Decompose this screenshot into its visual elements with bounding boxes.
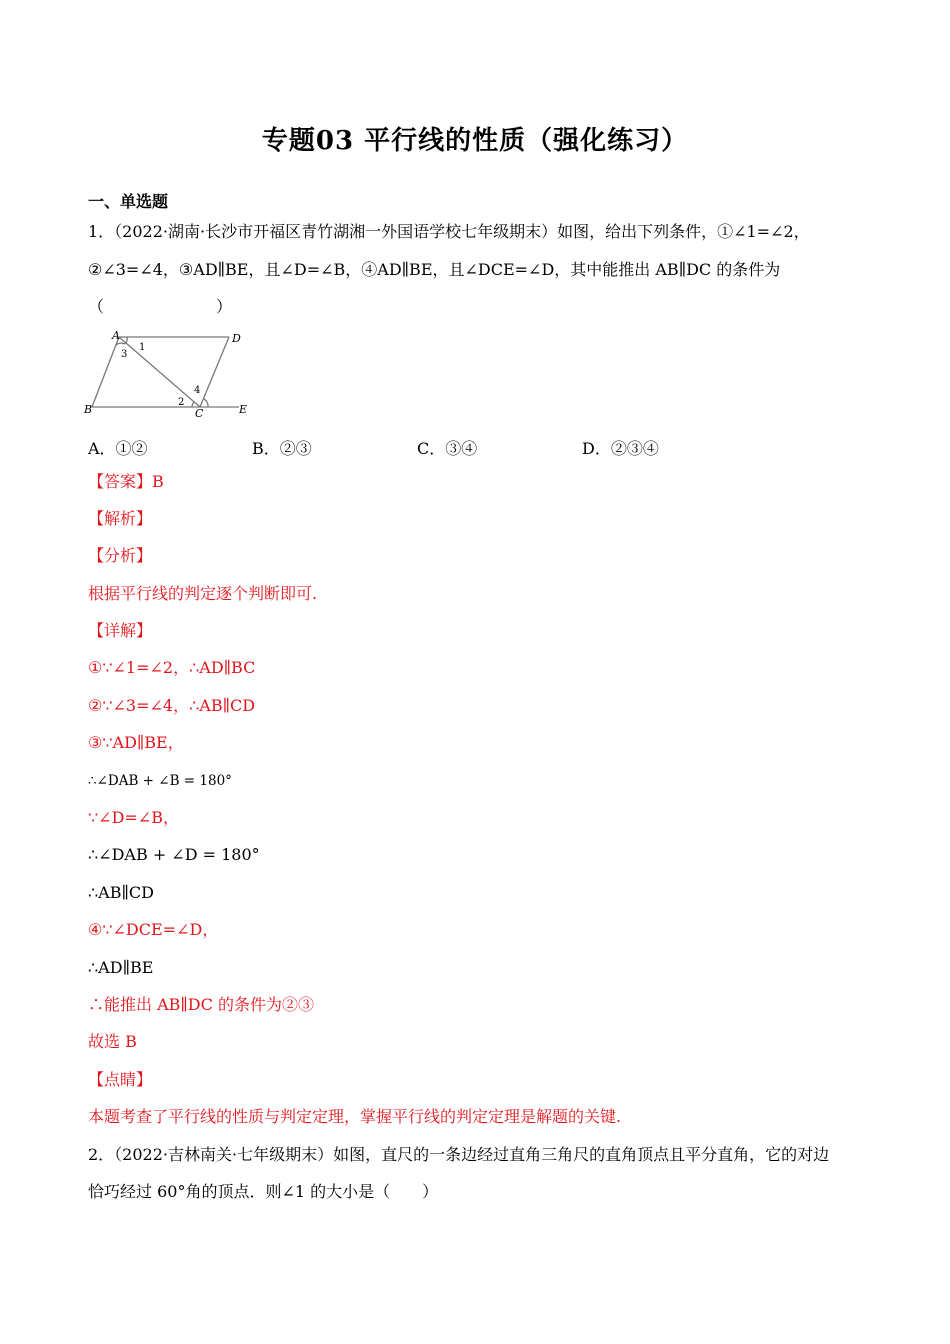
answer-label: 【答案】B <box>88 472 164 491</box>
analysis-label: 【解析】 <box>88 509 153 528</box>
dianjing-label: 【点睛】 <box>88 1070 153 1089</box>
q1-geometry-figure <box>84 327 254 422</box>
option-b: B．②③ <box>252 439 312 458</box>
step-7: ∴AB∥CD <box>88 883 154 902</box>
step-1: ①∵∠1=∠2，∴AD∥BC <box>88 658 256 677</box>
step-9: ∴AD∥BE <box>88 958 154 977</box>
q2-stem-line-1: 2．（2022·吉林南关·七年级期末）如图，直尺的一条边经过直角三角尺的直角顶点且平分直角，它的对边 <box>88 1145 830 1164</box>
label-D: D <box>232 332 241 345</box>
label-E: E <box>239 403 248 416</box>
detail-label: 【详解】 <box>88 621 153 640</box>
step-10: ∴能推出 AB∥DC 的条件为②③ <box>88 995 314 1014</box>
step-5: ∵∠D=∠B， <box>88 808 179 827</box>
fenxi-text: 根据平行线的判定逐个判断即可. <box>88 584 318 603</box>
step-2: ②∵∠3=∠4，∴AB∥CD <box>88 696 256 715</box>
option-a: A．①② <box>88 439 148 458</box>
angle-label-2: 2 <box>178 397 185 408</box>
label-A: A <box>112 329 120 342</box>
q1-stem-line-3: （ ） <box>88 297 233 316</box>
step-4: ∴∠DAB + ∠B = 180° <box>88 773 232 789</box>
fenxi-label: 【分析】 <box>88 546 153 565</box>
q2-stem-line-2: 恰巧经过 60°角的顶点．则∠1 的大小是（ ） <box>88 1182 439 1201</box>
angle-label-1: 1 <box>139 342 146 353</box>
option-c: C．③④ <box>417 439 478 458</box>
label-C: C <box>195 407 204 420</box>
option-d: D．②③④ <box>582 439 659 458</box>
angle-label-4: 4 <box>194 385 201 396</box>
angle-label-3: 3 <box>121 349 128 360</box>
q1-stem-line-2: ②∠3=∠4，③AD∥BE，且∠D=∠B，④AD∥BE，且∠DCE=∠D，其中能推出 AB∥DC 的条件为 <box>88 260 781 279</box>
q1-stem-line-1: 1．（2022·湖南·长沙市开福区青竹湖湘一外国语学校七年级期末）如图，给出下列条件，①∠1=∠2， <box>88 222 810 241</box>
label-B: B <box>84 403 93 416</box>
step-6: ∴∠DAB + ∠D = 180° <box>88 845 260 864</box>
step-11: 故选 B <box>88 1032 137 1051</box>
page-title: 专题03 平行线的性质（强化练习） <box>261 126 689 156</box>
step-8: ④∵∠DCE=∠D， <box>88 920 219 939</box>
section-heading: 一、单选题 <box>88 192 169 211</box>
dianjing-text: 本题考查了平行线的性质与判定定理，掌握平行线的判定定理是解题的关键. <box>88 1107 622 1126</box>
step-3: ③∵AD∥BE， <box>88 733 184 752</box>
